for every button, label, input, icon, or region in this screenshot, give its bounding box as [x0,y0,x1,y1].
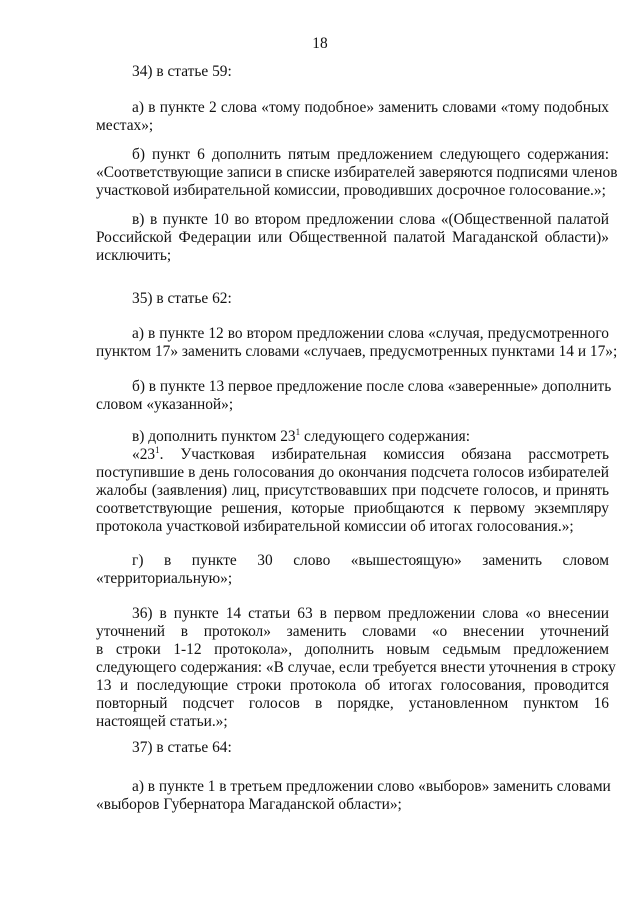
paragraph-35b [96,378,612,414]
paragraph-37: 37) в статье 64: [132,739,232,756]
line: поступившие в день голосования до окончания подсчета голосов избирателей [96,464,609,481]
paragraph-34c [96,211,609,265]
line: б) в пункте 13 первое предложение после слова «заверенные» дополнить [132,378,612,395]
line: повторный подсчет голосов в порядке, установленном пунктом 16 [96,695,609,712]
line: 36) в пункте 14 статьи 63 в первом предложении слова «о внесении [132,605,609,622]
paragraph-34b [96,146,618,200]
page-number: 18 [312,35,328,52]
line: следующего содержания: «В случае, если требуется внести уточнения в строку [96,659,616,676]
line: участковой избирательной комиссии, проводивших досрочное голосование.»; [96,182,606,199]
paragraph-34a [96,99,609,135]
line: б) пункт 6 дополнить пятым предложением следующего содержания: [132,146,609,163]
line: уточнений в протокол» заменить словами «о внесении уточнений [96,623,609,640]
line: в строки 1-12 протокола», дополнить новым седьмым предложением [96,641,609,658]
line: «выборов Губернатора Магаданской области»; [96,796,402,813]
line: в) дополнить пунктом $23^1$ следующего содержания: [132,427,470,445]
line: а) в пункте 1 в третьем предложении слово «выборов» заменить словами [132,778,611,795]
paragraph-35a [96,325,618,361]
line: 13 и последующие строки протокола об итогах голосования, проводится [96,677,609,694]
paragraph-34: 34) в статье 59: [132,63,232,80]
paragraph-37a [96,778,609,814]
line: «Соответствующие записи в списке избирателей заверяются подписями членов [96,164,618,181]
paragraph-35: 35) в статье 62: [132,290,232,307]
line: соответствующие решения, которые приобщаются к первому экземпляру [96,500,609,517]
paragraph-35g [96,552,609,588]
line: а) в пункте 2 слова «тому подобное» заменить словами «тому подобных [132,99,609,116]
line: а) в пункте 12 во втором предложении слова «случая, предусмотренного [132,325,609,342]
line: пунктом 17» заменить словами «случаев, предусмотренных пунктами 14 и 17»; [96,343,618,360]
line: «территориальную»; [96,570,233,587]
line: исключить; [96,247,172,264]
line: г) в пункте 30 слово «вышестоящую» заменить словом [132,552,609,569]
line: протокола участковой избирательной комиссии об итогах голосования.»; [96,518,574,535]
line: словом «указанной»; [96,396,234,413]
line: в) в пункте 10 во втором предложении слова «(Общественной палатой [132,211,609,228]
line: местах»; [96,117,154,134]
paragraph-36 [96,605,616,731]
line: Российской Федерации или Общественной палатой Магаданской области)» [96,229,609,246]
line: настоящей статьи.»; [96,713,228,730]
line: «$23^1$. Участковая избирательная комиссия обязана рассмотреть [132,445,609,463]
paragraph-35c [96,428,609,536]
line: жалобы (заявления) лиц, присутствовавших при подсчете голосов, и принять [96,482,609,499]
